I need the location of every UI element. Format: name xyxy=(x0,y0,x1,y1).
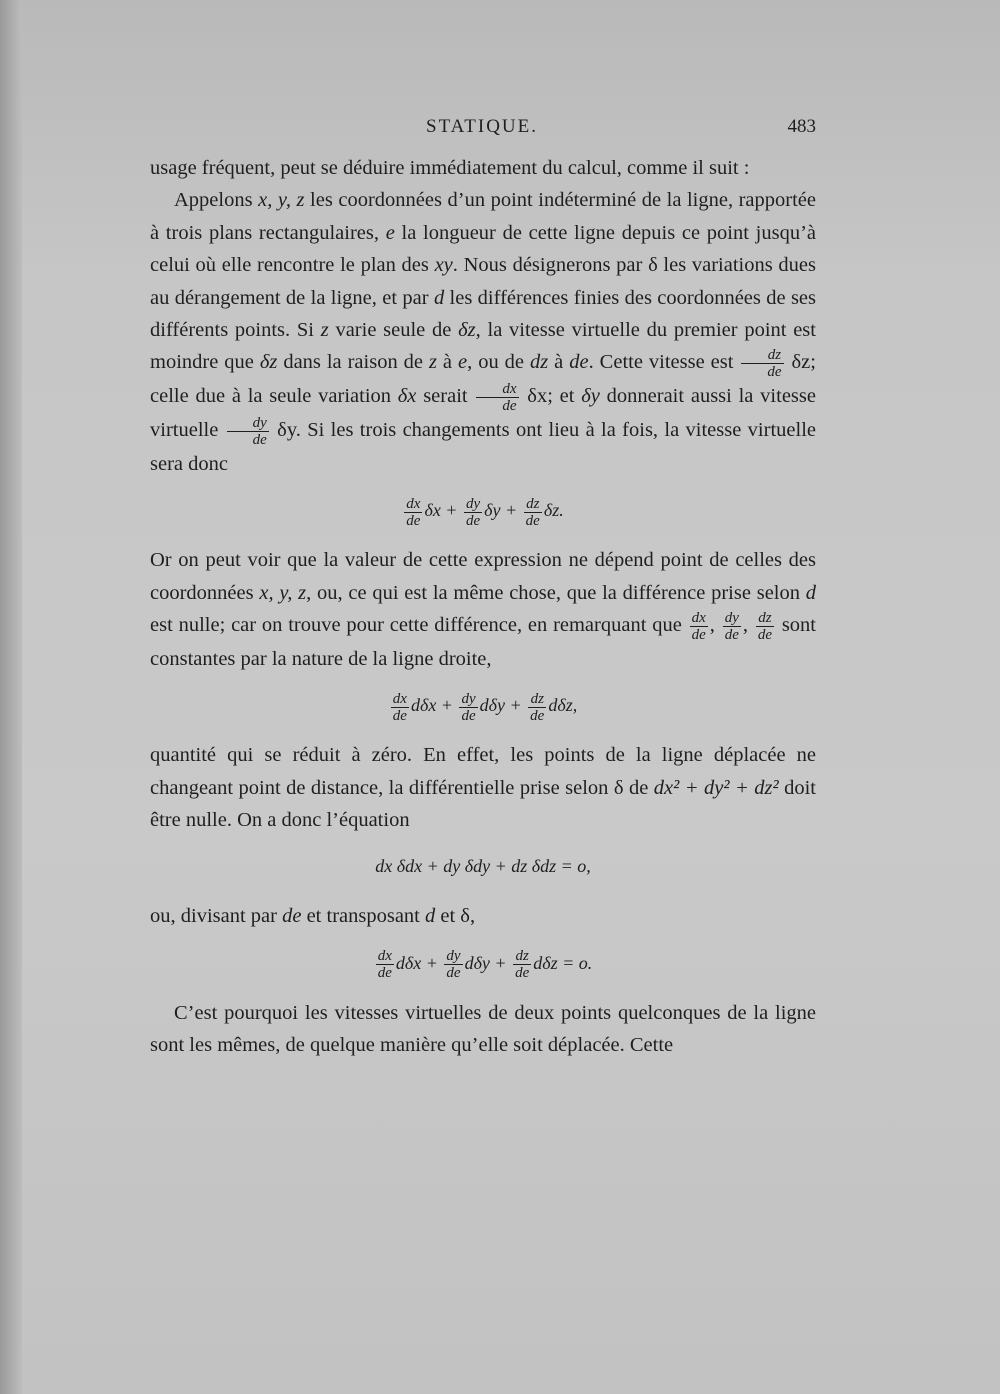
var-xyz: x, y, z xyxy=(258,189,305,212)
running-header xyxy=(150,116,816,146)
var-d: d xyxy=(433,286,445,309)
sum-of-squares: dx² + dy² + dz² xyxy=(653,776,779,799)
page-edge-shadow xyxy=(0,0,22,1394)
paragraph-4: quantité qui se réduit à zéro. En effet, les points de la ligne déplacée ne changeant point de distance, la différentielle prise selon δ de dx² + dy² + dz² doit être nulle. On a donc l’équation xyxy=(150,744,816,832)
fraction-dy-de: $\frac{dy}{de}$ xyxy=(227,415,269,448)
paragraph-3: Or on peut voir que la valeur de cette expression ne dépend point de celles des coordonnées x, y, z, ou, ce qui est la même chose, que la différence prise selon d est nulle; car on trouve pour cette différence, en remarquant que $\frac{dx}{de}$ , $\frac{dy}{de}$ , $\frac{dz}{de}$ sont constantes par la nature de la ligne droite, xyxy=(150,549,816,670)
fraction-dz-de: $\frac{dz}{de}$ xyxy=(741,347,783,380)
running-title: STATIQUE. xyxy=(426,116,538,137)
equation-3: dx δdx + dy δdy + dz δdz = o, xyxy=(375,856,591,877)
paragraph-5: ou, divisant par de et transposant d et δ, xyxy=(150,905,476,928)
symbol-delta: δ xyxy=(648,254,658,277)
equation-1: $\frac{dx}{de}$ δx + $\frac{dy}{de}$ δy + $\frac{dz}{de}$ δz. xyxy=(406,495,564,529)
body-text xyxy=(150,152,816,1062)
paragraph-6: C’est pourquoi les vitesses virtuelles de deux points quelconques de la ligne sont les mêmes, de quelque manière qu’elle soit déplacée. Cette xyxy=(150,1001,816,1057)
paragraph-2: Appelons x, y, z les coordonnées d’un point indéterminé de la ligne, rapportée à trois plans rectangulaires, e la longueur de cette ligne depuis ce point jusqu’à celui où elle rencontre le plan des xy. Nous désignerons par δ les variations dues au dérangement de la ligne, et par d les différences finies des coordonnées de ses différents points. Si z varie seule de δz, la vitesse virtuelle du premier point est moindre que δz dans la raison de z à e, ou de dz à de. Cette vitesse est $\frac{dz}{de}$ δz; celle due à la seule variation δx serait $\frac{dx}{de}$ δx; et δy donnerait aussi la vitesse virtuelle $\frac{dy}{de}$ δy. Si les trois changements ont lieu à la fois, la vitesse virtuelle sera donc xyxy=(150,189,817,475)
equation-4: $\frac{dx}{de}$ dδx + $\frac{dy}{de}$ dδy + $\frac{dz}{de}$ dδz = o. xyxy=(377,948,593,982)
equation-2: $\frac{dx}{de}$ dδx + $\frac{dy}{de}$ dδy + $\frac{dz}{de}$ dδz, xyxy=(392,690,578,724)
paragraph-1 xyxy=(150,152,816,184)
fraction-dx-de: $\frac{dx}{de}$ xyxy=(476,381,518,414)
paragraph-1-text: usage fréquent, peut se déduire immédiatement du calcul, comme il suit : xyxy=(150,157,750,179)
var-xy: xy xyxy=(434,254,453,277)
page-number: 483 xyxy=(787,116,816,137)
var-e: e xyxy=(385,221,395,244)
